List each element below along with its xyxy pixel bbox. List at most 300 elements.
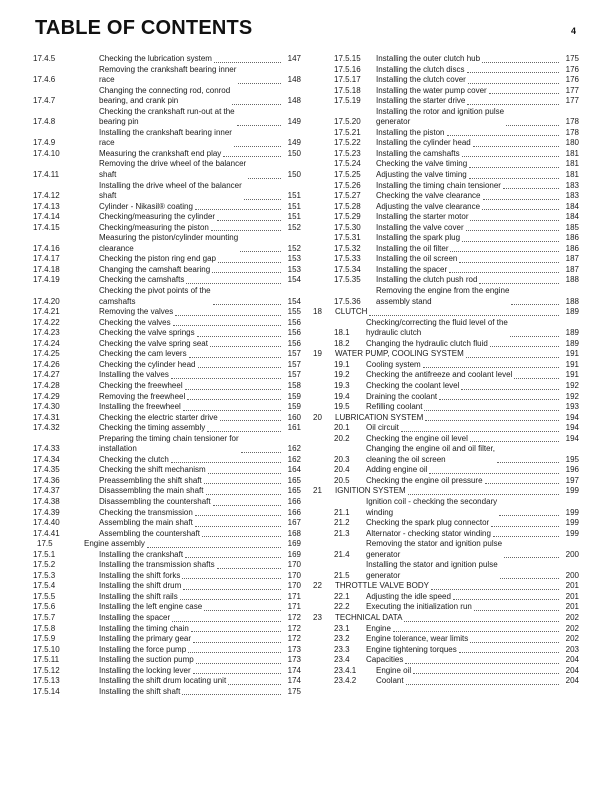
toc-entry-title: Checking the antifreeze and coolant level (366, 370, 513, 380)
toc-entry-title: Measuring the crankshaft end play (99, 148, 222, 158)
toc-entry[interactable] (33, 223, 301, 234)
toc-entry[interactable] (33, 54, 301, 65)
toc-entry[interactable] (311, 318, 579, 339)
dot-leader (413, 672, 559, 674)
toc-entry-number: 23.1 (334, 623, 350, 633)
toc-entry[interactable] (33, 529, 301, 540)
toc-entry-number: 17.5.6 (33, 602, 56, 612)
toc-entry-number: 22 (313, 581, 322, 591)
dot-leader (466, 356, 559, 358)
toc-entry-page: 178 (565, 117, 579, 127)
toc-entry-title: Installing the crankshaft bearing inner race (99, 127, 232, 148)
toc-entry[interactable] (311, 676, 579, 687)
toc-entry-page: 200 (565, 570, 579, 580)
toc-entry-number: 17.5.26 (334, 180, 361, 190)
toc-entry[interactable] (311, 212, 579, 223)
toc-entry[interactable] (33, 275, 301, 286)
toc-entry-title: Installing the rotor and ignition pulse generator (376, 106, 505, 127)
toc-entry[interactable] (33, 307, 301, 318)
toc-entry[interactable] (33, 360, 301, 371)
toc-entry-title: Checking the piston ring end gap (99, 254, 216, 264)
toc-entry-title: Checking the pivot points of the camshafts (99, 286, 211, 306)
toc-entry[interactable] (33, 413, 301, 424)
toc-entry-page: 181 (565, 159, 579, 169)
dot-leader (467, 71, 560, 73)
dot-leader (483, 198, 559, 200)
toc-entry-page: 174 (287, 665, 301, 675)
dot-leader (401, 430, 559, 432)
toc-entry[interactable] (311, 655, 579, 666)
toc-entry-number: 21.5 (334, 570, 350, 580)
toc-entry-number: 17.4.21 (33, 307, 60, 317)
toc-entry[interactable] (311, 275, 579, 286)
toc-entry[interactable] (33, 518, 301, 529)
toc-entry[interactable] (33, 107, 301, 128)
toc-entry-page: 181 (565, 148, 579, 158)
dot-leader (485, 482, 559, 484)
dot-leader (462, 240, 559, 242)
toc-entry-number: 21.1 (334, 507, 350, 517)
toc-entry-number: 17.5.4 (33, 581, 56, 591)
toc-entry-number: 17.4.41 (33, 528, 60, 538)
toc-entry-page: 184 (565, 212, 579, 222)
toc-entry-title: Checking the electric starter drive (99, 412, 218, 422)
dot-leader (208, 472, 281, 474)
toc-entry-number: 17.5.35 (334, 275, 361, 285)
toc-entry-page: 202 (565, 612, 579, 622)
toc-entry[interactable] (33, 645, 301, 656)
dot-leader (214, 61, 281, 63)
toc-entry-page: 147 (287, 54, 301, 63)
toc-entry[interactable] (33, 286, 301, 307)
toc-entry-page: 201 (565, 581, 579, 591)
toc-entry[interactable] (311, 381, 579, 392)
toc-entry-number: 17.5.12 (33, 665, 60, 675)
toc-entry[interactable] (311, 181, 579, 192)
toc-entry[interactable] (311, 634, 579, 645)
toc-entry[interactable] (311, 286, 579, 307)
toc-entry-title: Checking the crankshaft run-out at the bearing pin (99, 106, 235, 127)
toc-entry-number: 17.4.34 (33, 454, 60, 464)
dot-leader (450, 250, 559, 252)
toc-entry[interactable] (33, 539, 301, 550)
toc-entry-title: Adjusting the valve timing (376, 170, 467, 180)
toc-entry[interactable] (33, 592, 301, 603)
toc-entry[interactable] (33, 339, 301, 350)
toc-entry[interactable] (33, 634, 301, 645)
toc-entry[interactable] (311, 54, 579, 65)
toc-entry[interactable] (33, 212, 301, 223)
toc-entry-page: 199 (565, 507, 579, 517)
toc-entry[interactable] (311, 413, 579, 424)
dot-leader (213, 303, 281, 305)
toc-entry-number: 17.5.13 (33, 676, 60, 686)
dot-leader (467, 103, 559, 105)
toc-entry-number: 17.5.9 (33, 634, 56, 644)
toc-entry-title: Installing the water pump cover (376, 85, 487, 95)
toc-entry[interactable] (311, 96, 579, 107)
toc-entry[interactable] (311, 159, 579, 170)
toc-entry-number: 23.4.2 (334, 676, 357, 686)
toc-entry-page: 178 (565, 127, 579, 137)
toc-entry-page: 151 (287, 212, 301, 222)
toc-entry-page: 151 (287, 191, 301, 201)
toc-entry-number: 17.4.40 (33, 518, 60, 528)
toc-entry[interactable] (33, 602, 301, 613)
toc-entry-title: Checking the clutch (99, 454, 169, 464)
toc-entry[interactable] (33, 370, 301, 381)
toc-entry-title: Checking the cam levers (99, 349, 187, 359)
dot-leader (491, 525, 559, 527)
toc-entry-number: 19.2 (334, 370, 350, 380)
dot-leader (493, 535, 559, 537)
toc-entry-title: Checking the freewheel (99, 380, 183, 390)
toc-entry-page: 195 (565, 454, 579, 464)
toc-entry[interactable] (311, 581, 579, 592)
dot-leader (217, 219, 281, 221)
toc-entry-number: 17.5.5 (33, 591, 56, 601)
toc-entry[interactable] (311, 624, 579, 635)
dot-leader (188, 651, 281, 653)
dot-leader (468, 82, 559, 84)
toc-entry[interactable] (311, 560, 579, 581)
toc-entry[interactable] (33, 613, 301, 624)
dot-leader (202, 535, 281, 537)
toc-entry-page: 159 (287, 391, 301, 401)
toc-entry[interactable] (311, 423, 579, 434)
toc-entry[interactable] (33, 571, 301, 582)
toc-entry-page: 202 (565, 634, 579, 644)
toc-entry[interactable] (33, 624, 301, 635)
toc-entry[interactable] (311, 128, 579, 139)
toc-entry[interactable] (311, 476, 579, 487)
toc-entry-title: Checking the valve timing (376, 159, 468, 169)
dot-leader (195, 525, 281, 527)
toc-entry-title: Changing the camshaft bearing (99, 264, 211, 274)
toc-entry-page: 192 (565, 380, 579, 390)
toc-entry-page: 204 (565, 665, 579, 675)
toc-entry[interactable] (311, 592, 579, 603)
dot-leader (241, 451, 281, 453)
toc-entry-number: 17.5.23 (334, 148, 361, 158)
page-title: TABLE OF CONTENTS (35, 17, 253, 39)
toc-entry-title: Installing the clutch push rod (376, 275, 478, 285)
toc-entry[interactable] (33, 455, 301, 466)
toc-entry-title: Engine tightening torques (366, 644, 457, 654)
dot-leader (469, 166, 559, 168)
toc-entry-page: 156 (287, 338, 301, 348)
toc-entry[interactable] (311, 244, 579, 255)
toc-entry-title: Engine oil (376, 665, 412, 675)
toc-entry-page: 197 (565, 475, 579, 485)
toc-entry-number: 17.4.28 (33, 380, 60, 390)
dot-leader (206, 493, 282, 495)
toc-entry[interactable] (33, 328, 301, 339)
toc-entry[interactable] (33, 254, 301, 265)
toc-entry-title: Checking the camshafts (99, 275, 185, 285)
dot-leader (504, 556, 559, 558)
toc-entry-page: 153 (287, 264, 301, 274)
toc-entry[interactable] (311, 223, 579, 234)
toc-entry[interactable] (311, 86, 579, 97)
toc-entry-page: 189 (565, 307, 579, 317)
toc-entry[interactable] (311, 170, 579, 181)
toc-entry-number: 17.4.31 (33, 412, 60, 422)
toc-entry-number: 17.5.22 (334, 138, 361, 148)
toc-entry[interactable] (33, 265, 301, 276)
toc-entry-title: Installing the oil screen (376, 254, 458, 264)
toc-entry-number: 17.5.31 (334, 233, 361, 243)
dot-leader (406, 683, 559, 685)
toc-entry-number: 17.5.16 (334, 64, 361, 74)
toc-entry-page: 191 (565, 349, 579, 359)
toc-entry[interactable] (33, 149, 301, 160)
toc-entry-title: Checking the spark plug connector (366, 518, 490, 528)
toc-entry[interactable] (311, 539, 579, 560)
dot-leader (183, 588, 281, 590)
toc-entry-title: Cooling system (366, 359, 421, 369)
toc-entry-number: 17.5.36 (334, 296, 361, 306)
toc-entry[interactable] (33, 508, 301, 519)
toc-entry[interactable] (33, 159, 301, 180)
toc-entry-title: Adding engine oil (366, 465, 428, 475)
toc-entry-title: Installing the shift forks (99, 570, 181, 580)
toc-entry[interactable] (311, 518, 579, 529)
toc-entry[interactable] (311, 465, 579, 476)
toc-entry[interactable] (33, 676, 301, 687)
toc-entry-title: Installing the timing chain (99, 623, 189, 633)
toc-entry-page: 157 (287, 370, 301, 380)
toc-entry[interactable] (311, 339, 579, 350)
toc-entry-title: Removing the valves (99, 307, 174, 317)
toc-entry[interactable] (311, 486, 579, 497)
toc-entry-number: 17.4.33 (33, 444, 60, 454)
toc-entry[interactable] (311, 349, 579, 360)
toc-entry-page: 158 (287, 380, 301, 390)
toc-entry-page: 151 (287, 201, 301, 211)
dot-leader (204, 482, 281, 484)
toc-entry[interactable] (33, 181, 301, 202)
toc-entry-title: Installing the shift shaft (99, 686, 181, 696)
toc-entry-title: Disassembling the main shaft (99, 486, 204, 496)
toc-entry-title: Installing the primary gear (99, 634, 192, 644)
toc-entry[interactable] (33, 318, 301, 329)
toc-entry[interactable] (311, 307, 579, 318)
toc-entry[interactable] (311, 265, 579, 276)
toc-entry-page: 160 (287, 412, 301, 422)
toc-entry-number: 17.5.32 (334, 243, 361, 253)
toc-entry-page: 201 (565, 602, 579, 612)
toc-entry[interactable] (33, 65, 301, 86)
toc-entry-page: 199 (565, 486, 579, 496)
toc-entry[interactable] (33, 402, 301, 413)
dot-leader (237, 124, 281, 126)
toc-entry[interactable] (33, 550, 301, 561)
toc-entry[interactable] (311, 402, 579, 413)
toc-entry[interactable] (33, 349, 301, 360)
dot-leader (223, 155, 281, 157)
toc-entry[interactable] (311, 202, 579, 213)
dot-leader (449, 271, 559, 273)
dot-leader (187, 398, 281, 400)
toc-entry-page: 187 (565, 254, 579, 264)
toc-entry-title: Installing the drive wheel of the balancer shaft (99, 180, 242, 201)
toc-entry[interactable] (33, 86, 301, 107)
toc-entry-page: 185 (565, 222, 579, 232)
toc-entry[interactable] (33, 560, 301, 571)
toc-entry-title: Installing the shift drum (99, 581, 182, 591)
dot-leader (207, 430, 281, 432)
toc-entry-number: 20.5 (334, 475, 350, 485)
toc-entry[interactable] (311, 75, 579, 86)
toc-entry-number: 17.4.27 (33, 370, 60, 380)
toc-entry[interactable] (33, 423, 301, 434)
toc-entry-page: 194 (565, 433, 579, 443)
toc-entry-number: 23 (313, 612, 322, 622)
toc-entry[interactable] (311, 360, 579, 371)
toc-entry-number: 17.4.8 (33, 117, 56, 127)
toc-entry-title: Installing the shift drum locating unit (99, 676, 227, 686)
toc-entry-title: Installing the freewheel (99, 402, 181, 412)
dot-leader (369, 314, 559, 316)
toc-entry-title: Checking/measuring the cylinder (99, 212, 216, 222)
toc-entry[interactable] (311, 149, 579, 160)
toc-entry[interactable] (311, 107, 579, 128)
toc-entry-number: 17.5.28 (334, 201, 361, 211)
toc-entry-title: Checking the engine oil pressure (366, 475, 483, 485)
toc-entry-page: 150 (287, 170, 301, 180)
toc-entry[interactable] (311, 392, 579, 403)
toc-entry-title: Disassembling the countershaft (99, 496, 211, 506)
toc-entry[interactable] (311, 666, 579, 677)
toc-entry[interactable] (311, 645, 579, 656)
dot-leader (462, 155, 559, 157)
toc-entry-page: 172 (287, 634, 301, 644)
toc-entry-title: Oil circuit (366, 423, 399, 433)
toc-entry-number: 21.2 (334, 518, 350, 528)
toc-entry[interactable] (33, 497, 301, 508)
toc-entry[interactable] (311, 602, 579, 613)
toc-entry[interactable] (33, 476, 301, 487)
toc-entry[interactable] (311, 138, 579, 149)
toc-entry-page: 188 (565, 296, 579, 306)
toc-entry[interactable] (311, 233, 579, 244)
dot-leader (511, 303, 559, 305)
toc-entry-page: 156 (287, 317, 301, 327)
dot-leader (459, 261, 559, 263)
toc-entry-page: 192 (565, 391, 579, 401)
toc-entry-page: 186 (565, 243, 579, 253)
toc-entry-title: Checking the shift mechanism (99, 465, 206, 475)
toc-entry-title: Assembling the main shaft (99, 518, 193, 528)
toc-entry[interactable] (311, 444, 579, 465)
toc-entry-number: 17.4.24 (33, 338, 60, 348)
dot-leader (196, 662, 281, 664)
dot-leader (191, 630, 281, 632)
toc-entry-number: 17.5.1 (33, 549, 56, 559)
toc-entry[interactable] (33, 465, 301, 476)
toc-entry[interactable] (311, 370, 579, 381)
toc-entry-title: Installing the spacer (376, 264, 448, 274)
toc-entry[interactable] (311, 65, 579, 76)
toc-entry[interactable] (311, 191, 579, 202)
toc-entry-page: 177 (565, 96, 579, 106)
toc-entry-title: Checking the valve spring seat (99, 338, 208, 348)
toc-entry[interactable] (33, 581, 301, 592)
toc-entry-page: 152 (287, 222, 301, 232)
toc-entry-page: 176 (565, 75, 579, 85)
dot-leader (147, 546, 281, 548)
toc-entry-number: 17.4.9 (33, 138, 56, 148)
dot-leader (447, 134, 560, 136)
dot-leader (172, 620, 281, 622)
dot-leader (393, 630, 559, 632)
toc-entry[interactable] (33, 687, 301, 698)
toc-entry[interactable] (33, 381, 301, 392)
toc-entry-number: 17.4.5 (33, 54, 56, 63)
dot-leader (217, 567, 281, 569)
toc-entry-title: Installing the cylinder head (376, 138, 471, 148)
toc-entry-number: 17.4.13 (33, 201, 60, 211)
toc-entry-page: 148 (287, 96, 301, 106)
toc-entry-title: Installing the valves (99, 370, 169, 380)
toc-entry-page: 194 (565, 412, 579, 422)
dot-leader (212, 271, 281, 273)
toc-entry-title: CLUTCH (335, 307, 368, 317)
dot-leader (234, 145, 281, 147)
toc-entry[interactable] (311, 497, 579, 518)
toc-entry[interactable] (33, 434, 301, 455)
toc-entry-number: 22.2 (334, 602, 350, 612)
toc-entry-number: 23.4.1 (334, 665, 357, 675)
dot-leader (182, 577, 281, 579)
toc-entry-title: Changing the connecting rod, conrod bearing, and crank pin (99, 85, 231, 106)
toc-entry[interactable] (33, 128, 301, 149)
toc-entry-page: 166 (287, 496, 301, 506)
toc-entry-number: 21.3 (334, 528, 350, 538)
dot-leader (198, 366, 281, 368)
toc-entry-page: 172 (287, 623, 301, 633)
toc-entry[interactable] (33, 655, 301, 666)
toc-entry[interactable] (311, 613, 579, 624)
toc-entry[interactable] (311, 434, 579, 445)
toc-entry-number: 17.4.39 (33, 507, 60, 517)
toc-entry-page: 201 (565, 591, 579, 601)
toc-entry-title: Ignition coil - checking the secondary winding (366, 496, 498, 517)
toc-entry-title: Checking the valve springs (99, 328, 195, 338)
toc-entry[interactable] (311, 254, 579, 265)
toc-entry-title: Refilling coolant (366, 402, 423, 412)
toc-entry[interactable] (33, 486, 301, 497)
toc-entry-number: 17.5.2 (33, 560, 56, 570)
toc-entry[interactable] (33, 666, 301, 677)
toc-entry-title: Installing the timing chain tensioner (376, 180, 501, 190)
toc-entry-title: Removing the crankshaft bearing inner race (99, 64, 237, 85)
toc-entry-number: 17.5.11 (33, 655, 60, 665)
toc-entry-number: 17.5 (37, 539, 53, 549)
toc-entry[interactable] (33, 202, 301, 213)
toc-entry-number: 20.2 (334, 433, 350, 443)
toc-entry-title: Engine tolerance, wear limits (366, 634, 469, 644)
toc-entry-title: Draining the coolant (366, 391, 438, 401)
toc-entry[interactable] (33, 392, 301, 403)
toc-entry[interactable] (33, 233, 301, 254)
toc-entry[interactable] (311, 529, 579, 540)
dot-leader (189, 356, 281, 358)
dot-leader (482, 208, 559, 210)
dot-leader (503, 187, 559, 189)
toc-entry-number: 17.4.10 (33, 148, 60, 158)
